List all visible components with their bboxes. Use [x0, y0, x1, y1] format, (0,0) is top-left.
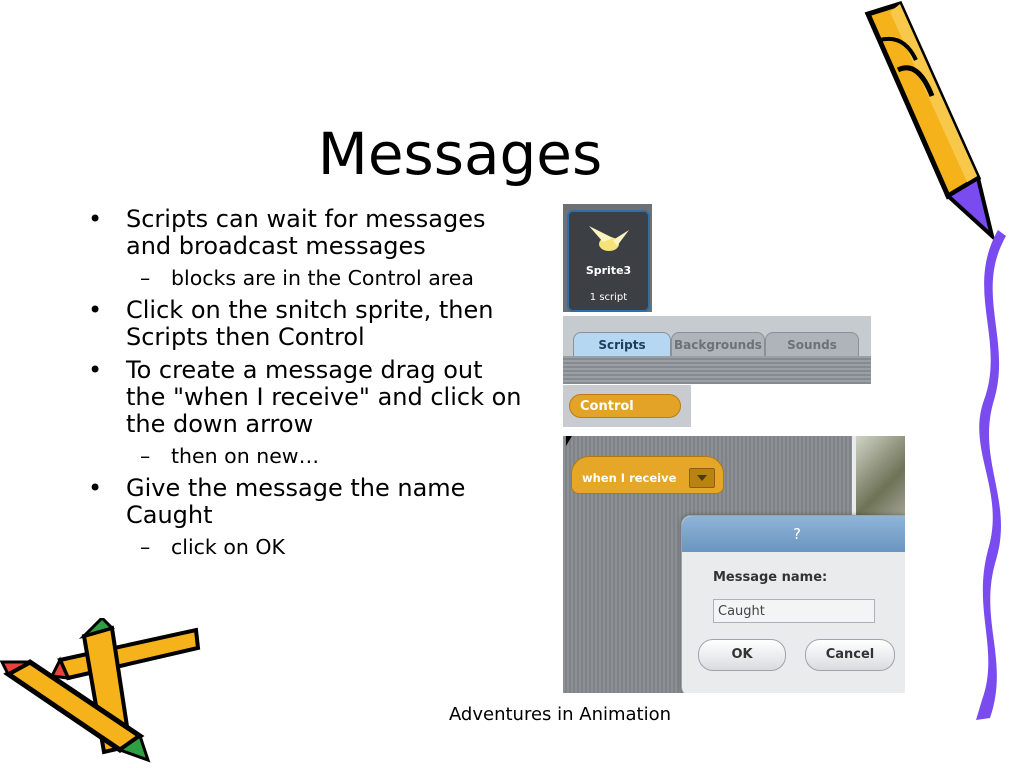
bullet-item: • To create a message drag out the "when I receive" and click on the down arrow [88, 357, 528, 438]
sprite-card[interactable] [567, 210, 650, 312]
tab-backgrounds[interactable]: Backgrounds [671, 332, 765, 358]
control-screenshot [563, 385, 691, 427]
stage-image [856, 436, 905, 521]
cancel-button[interactable]: Cancel [805, 639, 895, 671]
sprite-script-count: 1 script [589, 292, 628, 303]
message-name-input[interactable] [713, 599, 875, 623]
sub-bullet-item: – blocks are in the Control area [88, 266, 528, 291]
control-category-button[interactable]: Control [569, 394, 681, 418]
bullet-item: • Give the message the name Caught [88, 475, 528, 529]
dialog-label: Message name: [713, 570, 828, 585]
decorative-squiggle [970, 230, 1010, 730]
sprite-thumbnail-icon [587, 222, 631, 258]
bullet-item: • Scripts can wait for messages and broadcast messages [88, 206, 528, 260]
block-label: when I receive [582, 471, 677, 485]
slide-footer: Adventures in Animation [448, 704, 672, 725]
tabs-screenshot [563, 316, 871, 384]
message-name-dialog [681, 515, 905, 693]
script-area-screenshot [563, 436, 905, 693]
pencil-icon [0, 618, 205, 763]
dialog-title: ? [682, 516, 905, 552]
ok-button[interactable]: OK [698, 639, 786, 671]
sub-bullet-item: – then on new… [88, 444, 528, 469]
mouse-cursor-icon [566, 436, 572, 446]
sprite-panel-screenshot [563, 204, 652, 312]
bullet-item: • Click on the snitch sprite, then Scripts then Control [88, 297, 528, 351]
pencil-icon [860, 0, 1005, 250]
sprite-name: Sprite3 [585, 264, 632, 277]
when-i-receive-block[interactable] [571, 456, 724, 494]
tab-scripts[interactable]: Scripts [573, 332, 671, 358]
slide-title: Messages [317, 120, 603, 188]
tab-sounds[interactable]: Sounds [765, 332, 859, 358]
dropdown-arrow-icon[interactable] [689, 468, 715, 488]
sub-bullet-item: – click on OK [88, 535, 528, 560]
tabs-strip [563, 356, 871, 384]
bullet-list [88, 206, 528, 566]
